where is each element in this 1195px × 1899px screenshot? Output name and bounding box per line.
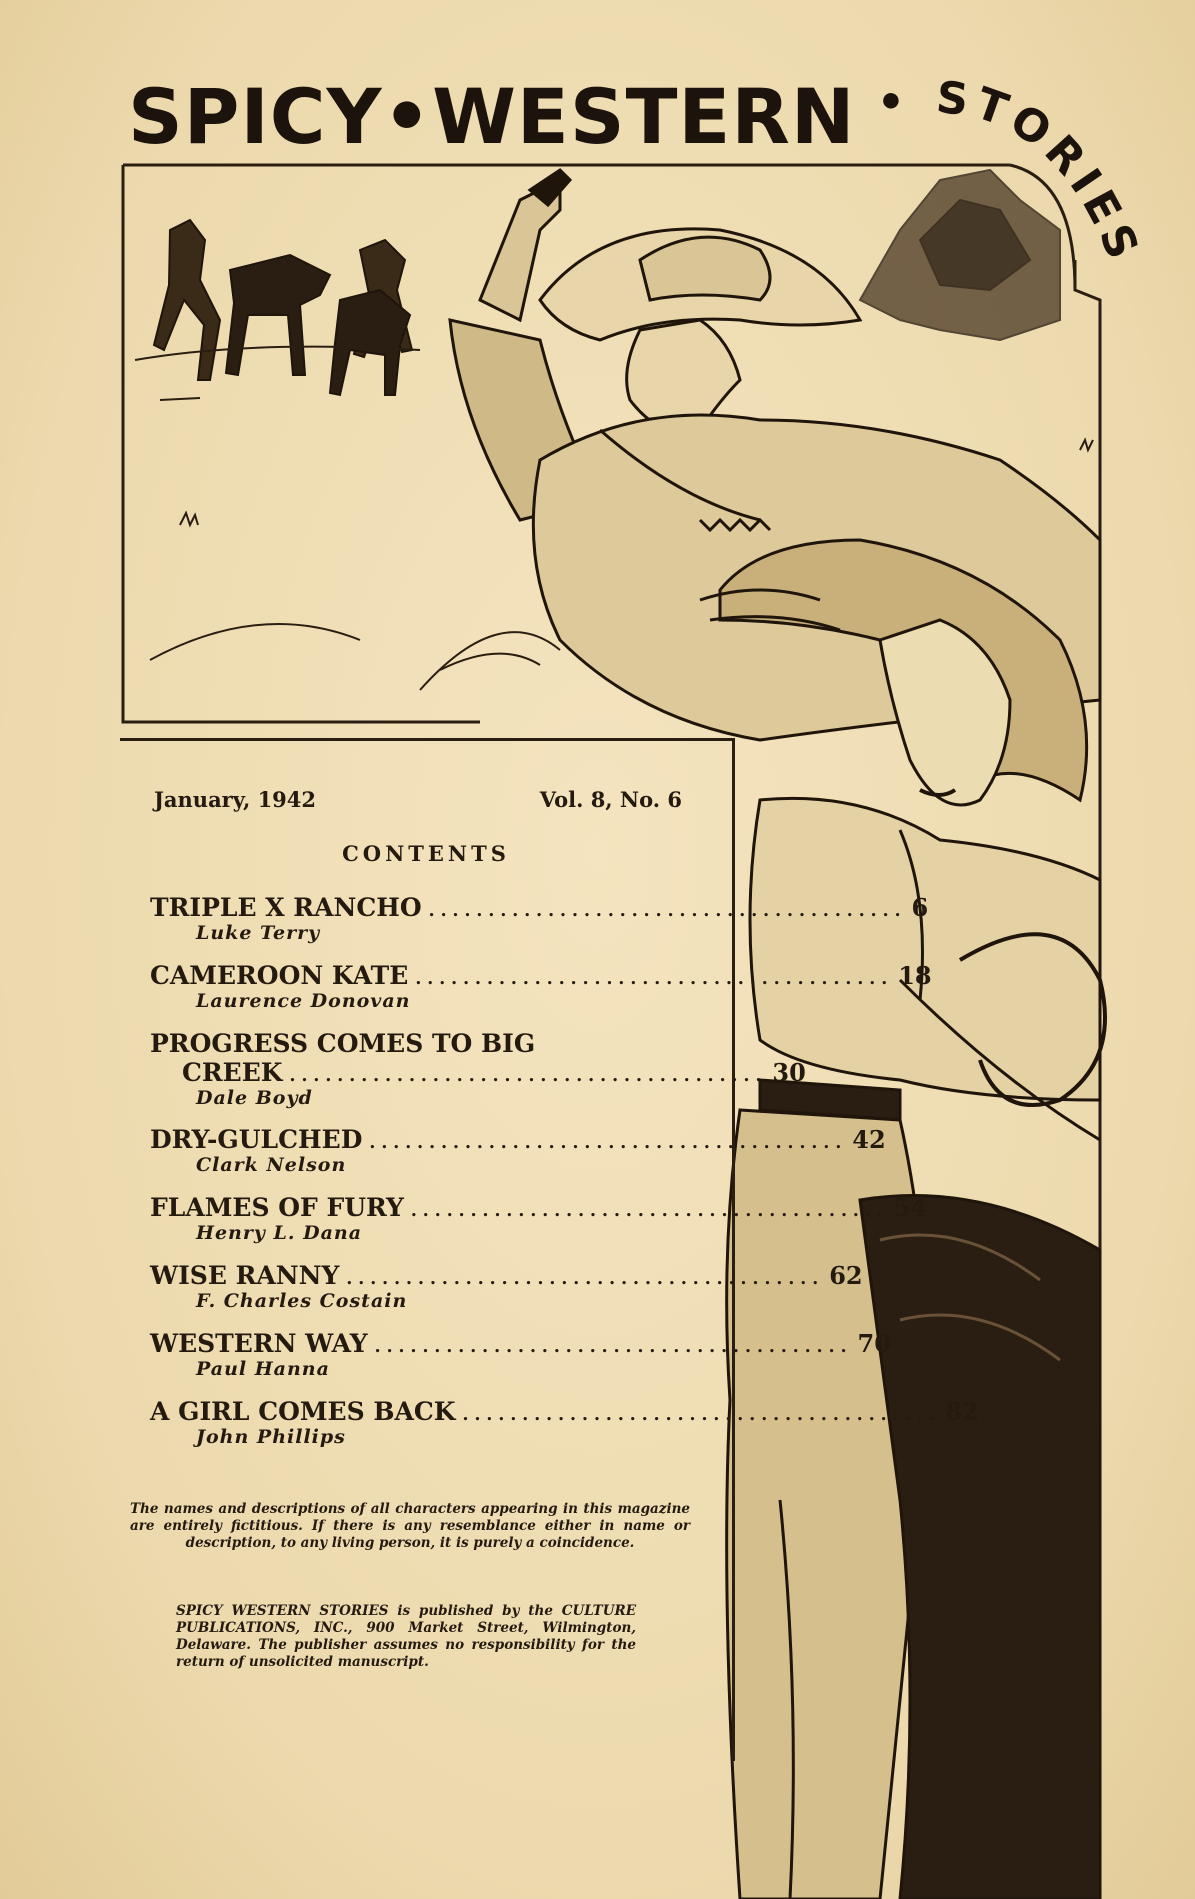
toc-author: Laurence Donovan: [196, 990, 411, 1012]
issue-volume: Vol. 8, No. 6: [539, 787, 682, 812]
toc-title: WESTERN WAY: [150, 1329, 368, 1358]
toc-author: Paul Hanna: [196, 1358, 330, 1380]
toc-entry: PROGRESS COMES TO BIG CREEK ........................................ 30 Dale Boyd: [150, 1029, 806, 1109]
toc-title: TRIPLE X RANCHO: [150, 893, 422, 922]
issue-date: January, 1942: [154, 787, 317, 812]
toc-page: 70: [857, 1329, 891, 1358]
toc-entry: WESTERN WAY ........................................ 70 Paul Hanna: [150, 1329, 891, 1380]
toc-title: CAMEROON KATE: [150, 961, 409, 990]
toc-author: F. Charles Costain: [196, 1290, 408, 1312]
toc-page: 30: [772, 1058, 806, 1087]
toc-page: 18: [898, 961, 932, 990]
toc-title: PROGRESS COMES TO BIG: [150, 1029, 536, 1058]
masthead-title: SPICY•WESTERN: [128, 72, 856, 161]
toc-page: 6: [911, 893, 929, 922]
toc-entry: TRIPLE X RANCHO ........................................ 6 Luke Terry: [150, 893, 929, 944]
disclaimer: The names and descriptions of all characters appearing in this magazine are entirely fictitious. If there is any resemblance either in name or description, to any living person, it is purely a coincidence.: [130, 1501, 690, 1551]
mesa: [860, 170, 1060, 340]
toc-author: Dale Boyd: [196, 1087, 313, 1109]
toc-entry: FLAMES OF FURY ........................................ 54 Henry L. Dana: [150, 1193, 928, 1244]
toc-title: DRY-GULCHED: [150, 1125, 363, 1154]
toc-page: 42: [852, 1125, 886, 1154]
toc-author: Clark Nelson: [196, 1154, 347, 1176]
toc-entry: WISE RANNY ........................................ 62 F. Charles Costain: [150, 1261, 863, 1312]
toc-page: 82: [945, 1397, 979, 1426]
toc-title: WISE RANNY: [150, 1261, 340, 1290]
masthead-stories: • STORIES: [872, 71, 1151, 272]
toc-title: FLAMES OF FURY: [150, 1193, 404, 1222]
toc-author: Luke Terry: [196, 922, 321, 944]
toc-page: 54: [893, 1193, 928, 1222]
distant-riders: [154, 220, 412, 395]
toc-title-continued: CREEK: [182, 1058, 283, 1087]
contents-heading: CONTENTS: [342, 841, 510, 866]
toc-entry: A GIRL COMES BACK ........................................ 82 John Phillips: [150, 1397, 979, 1448]
publisher-note: SPICY WESTERN STORIES is published by the CULTURE PUBLICATIONS, INC., 900 Market Street, Wilmington, Delaware. The publisher assumes no responsibility for the return of unsolicited manuscript.: [176, 1603, 636, 1670]
toc-page: 62: [829, 1261, 863, 1290]
contents-panel: [120, 738, 979, 1761]
toc-entry: DRY-GULCHED ........................................ 42 Clark Nelson: [150, 1125, 886, 1176]
toc-title: A GIRL COMES BACK: [150, 1397, 456, 1426]
toc-entry: CAMEROON KATE ........................................ 18 Laurence Donovan: [150, 961, 932, 1012]
toc-author: John Phillips: [196, 1426, 346, 1448]
toc-author: Henry L. Dana: [196, 1222, 363, 1244]
